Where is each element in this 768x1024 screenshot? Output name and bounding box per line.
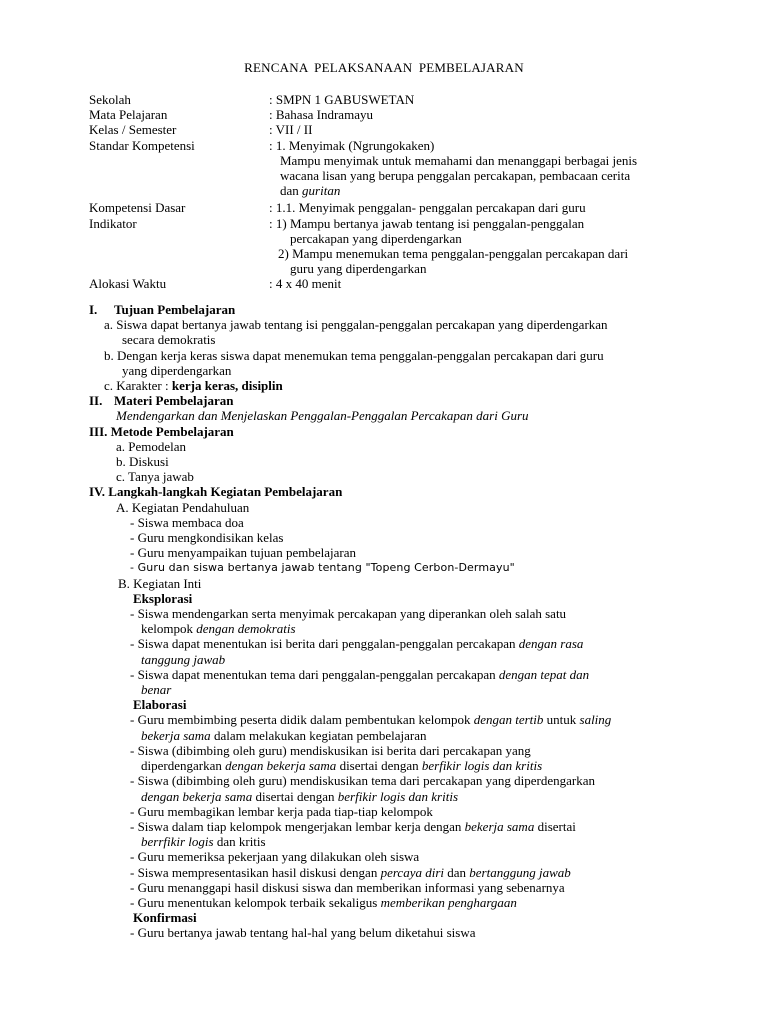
text-italic: dengan bekerja sama <box>141 788 253 804</box>
text: dalam melakukan kegiatan pembelajaran <box>210 727 427 743</box>
indicator-text: percakapan yang diperdengarkan <box>290 230 462 246</box>
list-item: - Siswa membaca doa <box>130 514 244 530</box>
list-item <box>89 712 729 727</box>
meta-value: : 1) Mampu bertanya jawab tentang isi penggalan-penggalan <box>269 215 585 231</box>
materi-content: Mendengarkan dan Menjelaskan Penggalan-Penggalan Percakapan dari Guru <box>116 408 529 424</box>
meta-value: : 1.1. Menyimak penggalan- penggalan percakapan dari guru <box>269 200 586 216</box>
list-item <box>89 895 729 910</box>
text: disertai dengan <box>252 788 338 804</box>
text-italic: dengan demokratis <box>196 621 296 637</box>
list-item <box>89 378 729 393</box>
list-item <box>89 865 729 880</box>
meta-row-kelas <box>89 122 729 137</box>
text-italic: guritan <box>302 183 341 199</box>
list-item <box>89 728 729 743</box>
identity-block <box>89 92 729 292</box>
text: dan <box>444 864 470 880</box>
meta-row-waktu <box>89 276 729 291</box>
meta-label: Indikator <box>89 215 137 231</box>
text: dan kritis <box>213 834 266 850</box>
meta-row-kd <box>89 200 729 215</box>
text-italic: berfikir logis dan kritis <box>421 758 543 774</box>
indicator-text: 2) Mampu menemukan tema penggalan-penggalan percakapan dari <box>278 246 629 262</box>
phase-title-eksplorasi: Eksplorasi <box>133 590 193 606</box>
text: - Siswa mempresentasikan hasil diskusi dengan <box>130 864 381 880</box>
section-heading-metode: III. Metode Pembelajaran <box>89 423 234 439</box>
document-body <box>89 302 729 941</box>
meta-value: : VII / II <box>269 122 313 138</box>
meta-row-sk <box>89 138 729 153</box>
list-item <box>89 789 729 804</box>
list-item: secara demokratis <box>122 332 216 348</box>
text: untuk <box>543 712 580 728</box>
text: disertai <box>534 818 576 834</box>
sk-description <box>280 183 729 198</box>
text-italic: dengan tertib <box>473 712 544 728</box>
sk-description: Mampu menyimak untuk memahami dan menanggapi berbagai jenis <box>280 152 638 168</box>
text-bold: kerja keras, disiplin <box>171 378 283 394</box>
text: - Siswa dalam tiap kelompok mengerjakan lembar kerja dengan <box>130 818 465 834</box>
text-italic: bekerja sama <box>464 818 535 834</box>
section-heading-materi <box>89 393 729 408</box>
list-item: benar <box>141 682 172 698</box>
list-item: - Siswa mendengarkan serta menyimak percakapan yang diperankan oleh salah satu <box>130 606 567 622</box>
section-number: I. <box>89 302 98 317</box>
meta-value: : 4 x 40 menit <box>269 276 342 292</box>
text-italic: percaya diri <box>380 864 444 880</box>
text-italic: bertanggung jawab <box>469 864 571 880</box>
text: - Siswa dapat menentukan tema dari penggalan-penggalan percakapan <box>130 666 499 682</box>
text: kelompok <box>141 621 197 637</box>
list-item <box>89 621 729 636</box>
indicator-text: guru yang diperdengarkan <box>290 261 427 277</box>
document-title: RENCANA PELAKSANAAN PEMBELAJARAN <box>244 60 524 75</box>
list-item: - Siswa (dibimbing oleh guru) mendiskusikan tema dari percakapan yang diperdengarkan <box>130 773 595 789</box>
meta-row-mapel <box>89 107 729 122</box>
meta-label: Standar Kompetensi <box>89 137 195 153</box>
text: dan <box>280 183 303 199</box>
list-item: a. Siswa dapat bertanya jawab tentang isi penggalan-penggalan percakapan yang diperdengarkan <box>104 317 608 333</box>
list-item <box>89 758 729 773</box>
section-heading-tujuan <box>89 302 729 317</box>
list-item: a. Pemodelan <box>116 438 187 454</box>
list-item: b. Diskusi <box>116 454 169 470</box>
list-item: b. Dengan kerja keras siswa dapat menemukan tema penggalan-penggalan percakapan dari guru <box>104 347 604 363</box>
text-italic: saling <box>579 712 612 728</box>
list-item: c. Tanya jawab <box>116 469 194 485</box>
meta-label: Sekolah <box>89 92 131 107</box>
text: diperdengarkan <box>141 758 226 774</box>
list-item: - Guru menyampaikan tujuan pembelajaran <box>130 545 356 561</box>
list-item: yang diperdengarkan <box>122 362 232 378</box>
text-italic: dengan bekerja sama <box>225 758 337 774</box>
section-number: II. <box>89 393 103 409</box>
section-title: Materi Pembelajaran <box>114 393 234 409</box>
phase-title-elaborasi: Elaborasi <box>133 697 187 713</box>
list-item: tanggung jawab <box>141 651 226 667</box>
text: - Guru menentukan kelompok terbaik sekaligus <box>130 894 381 910</box>
subsection-title: A. Kegiatan Pendahuluan <box>116 499 250 515</box>
meta-label: Kelas / Semester <box>89 122 177 138</box>
section-heading-langkah: IV. Langkah-langkah Kegiatan Pembelajaran <box>89 484 343 500</box>
list-item: - Guru membagikan lembar kerja pada tiap-tiap kelompok <box>130 803 433 819</box>
list-item <box>89 834 729 849</box>
meta-label: Alokasi Waktu <box>89 276 167 292</box>
meta-value: : 1. Menyimak (Ngrungokaken) <box>269 137 435 153</box>
list-item: - Guru bertanya jawab tentang hal-hal yang belum diketahui siswa <box>130 925 476 941</box>
meta-label: Kompetensi Dasar <box>89 200 186 216</box>
list-item <box>89 667 729 682</box>
list-item: - Guru dan siswa bertanya jawab tentang "Topeng Cerbon-Dermayu" <box>130 561 515 575</box>
text: c. Karakter : <box>104 378 172 394</box>
text: - Siswa dapat menentukan isi berita dari penggalan-penggalan percakapan <box>130 636 519 652</box>
list-item <box>89 636 729 651</box>
text-italic: dengan tepat dan <box>498 666 590 682</box>
phase-title-konfirmasi: Konfirmasi <box>133 910 197 926</box>
sk-description: wacana lisan yang berupa penggalan percakapan, pembacaan cerita <box>280 168 631 184</box>
text-italic: berfikir logis dan kritis <box>337 788 459 804</box>
text-italic: memberikan penghargaan <box>380 894 517 910</box>
meta-row-sekolah <box>89 92 729 107</box>
list-item: - Guru memeriksa pekerjaan yang dilakukan oleh siswa <box>130 849 420 865</box>
subsection-title: B. Kegiatan Inti <box>118 575 202 591</box>
section-title: Tujuan Pembelajaran <box>114 302 236 317</box>
list-item <box>89 819 729 834</box>
text: - Guru membimbing peserta didik dalam pembentukan kelompok <box>130 712 474 728</box>
list-item: - Guru menanggapi hasil diskusi siswa dan memberikan informasi yang sebenarnya <box>130 879 565 895</box>
list-item: - Guru mengkondisikan kelas <box>130 530 284 546</box>
text-italic: bekerja sama <box>141 727 211 743</box>
meta-value: : Bahasa Indramayu <box>269 107 373 123</box>
meta-value: : SMPN 1 GABUSWETAN <box>269 92 415 107</box>
text-italic: dengan rasa <box>518 636 584 652</box>
meta-row-indikator <box>89 216 729 231</box>
meta-label: Mata Pelajaran <box>89 107 168 123</box>
list-item: - Siswa (dibimbing oleh guru) mendiskusikan isi berita dari percakapan yang <box>130 742 531 758</box>
text-italic: berrfikir logis <box>141 834 214 850</box>
text: disertai dengan <box>336 758 422 774</box>
